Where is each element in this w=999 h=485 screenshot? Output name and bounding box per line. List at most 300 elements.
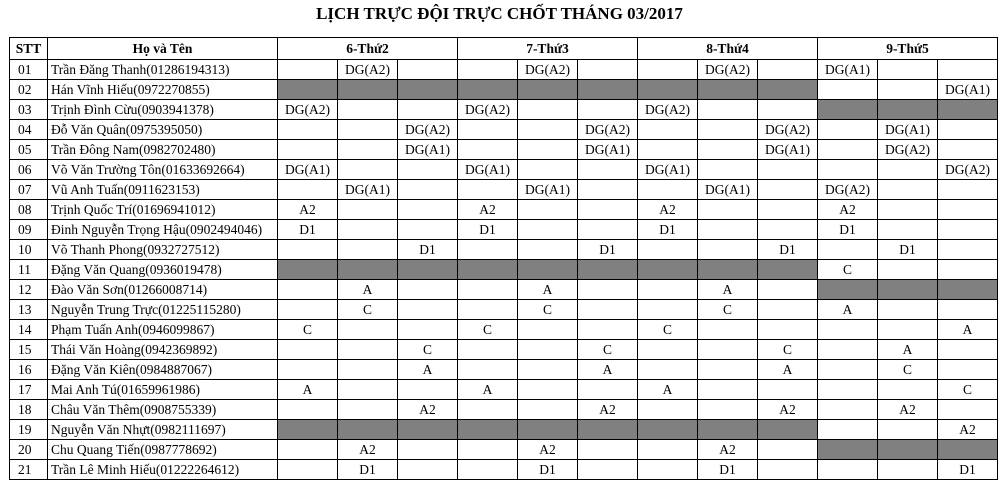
off-duty-cell [578,80,638,100]
shift-cell: DG(A1) [518,180,578,200]
name-cell: Trần Đăng Thanh(01286194313) [48,60,278,80]
shift-cell [458,180,518,200]
shift-cell [518,200,578,220]
day-header: 8-Thứ4 [638,38,818,60]
shift-cell: A [818,300,878,320]
shift-cell [458,280,518,300]
table-row [10,440,998,460]
shift-cell: C [278,320,338,340]
shift-cell: A2 [458,200,518,220]
shift-cell: D1 [638,220,698,240]
shift-cell [398,320,458,340]
stt-cell: 21 [10,460,48,480]
schedule-body [10,60,998,480]
shift-cell: A [878,340,938,360]
shift-cell [698,320,758,340]
table-row [10,140,998,160]
shift-cell [818,160,878,180]
shift-cell [398,60,458,80]
shift-cell [698,400,758,420]
shift-cell [818,460,878,480]
stt-cell: 07 [10,180,48,200]
header-row [10,38,998,60]
shift-cell [638,120,698,140]
shift-cell [818,380,878,400]
shift-cell [818,120,878,140]
table-row [10,220,998,240]
page-title: LỊCH TRỰC ĐỘI TRỰC CHỐT THÁNG 03/2017 [316,4,683,23]
shift-cell: A2 [518,440,578,460]
off-duty-cell [878,100,938,120]
shift-cell: DG(A1) [338,180,398,200]
shift-cell: A [398,360,458,380]
shift-cell: DG(A2) [578,120,638,140]
shift-cell [578,300,638,320]
shift-cell: A2 [878,400,938,420]
shift-cell [758,60,818,80]
shift-cell [578,60,638,80]
shift-cell [878,320,938,340]
shift-cell [818,420,878,440]
shift-cell: C [698,300,758,320]
table-row [10,420,998,440]
shift-cell [878,220,938,240]
shift-cell [878,160,938,180]
shift-cell: C [878,360,938,380]
stt-cell: 06 [10,160,48,180]
shift-cell [278,300,338,320]
shift-cell [278,340,338,360]
shift-cell [698,220,758,240]
table-row [10,120,998,140]
off-duty-cell [278,420,338,440]
table-row [10,180,998,200]
shift-cell [578,440,638,460]
name-header: Họ và Tên [48,38,278,60]
shift-cell: D1 [818,220,878,240]
shift-cell [638,300,698,320]
stt-cell: 17 [10,380,48,400]
day-header: 9-Thứ5 [818,38,998,60]
shift-cell [698,140,758,160]
shift-cell [278,400,338,420]
shift-cell [278,460,338,480]
shift-cell [458,340,518,360]
off-duty-cell [818,100,878,120]
off-duty-cell [398,260,458,280]
shift-cell [878,460,938,480]
shift-cell [938,180,998,200]
shift-cell [398,160,458,180]
shift-cell [518,120,578,140]
shift-cell: A2 [818,200,878,220]
table-row [10,260,998,280]
shift-cell [278,120,338,140]
shift-cell [758,460,818,480]
shift-cell: DG(A2) [698,60,758,80]
shift-cell [938,60,998,80]
stt-header: STT [10,38,48,60]
stt-cell: 02 [10,80,48,100]
shift-cell [518,140,578,160]
table-row [10,240,998,260]
shift-cell: DG(A1) [878,120,938,140]
shift-cell [698,120,758,140]
off-duty-cell [698,420,758,440]
shift-cell [878,80,938,100]
shift-cell [578,380,638,400]
stt-cell: 11 [10,260,48,280]
shift-cell: DG(A1) [578,140,638,160]
off-duty-cell [398,80,458,100]
shift-cell: C [758,340,818,360]
shift-cell: A2 [338,440,398,460]
shift-cell [938,140,998,160]
shift-cell: A2 [278,200,338,220]
shift-cell [458,240,518,260]
shift-cell [938,300,998,320]
stt-cell: 13 [10,300,48,320]
off-duty-cell [398,420,458,440]
shift-cell [758,440,818,460]
stt-cell: 01 [10,60,48,80]
stt-cell: 05 [10,140,48,160]
shift-cell [938,260,998,280]
table-row [10,400,998,420]
shift-cell [338,140,398,160]
table-row [10,320,998,340]
shift-cell: C [818,260,878,280]
shift-cell [638,340,698,360]
shift-cell: A [278,380,338,400]
name-cell: Trịnh Quốc Trí(01696941012) [48,200,278,220]
shift-cell [938,240,998,260]
shift-cell [578,320,638,340]
shift-cell [698,240,758,260]
shift-cell [818,360,878,380]
shift-cell [578,200,638,220]
shift-cell [578,280,638,300]
table-row [10,360,998,380]
shift-cell [818,140,878,160]
shift-cell [578,220,638,240]
shift-cell: A2 [698,440,758,460]
shift-cell: DG(A2) [878,140,938,160]
off-duty-cell [278,260,338,280]
shift-cell: C [458,320,518,340]
shift-cell [338,120,398,140]
duty-schedule-table [9,37,998,480]
shift-cell: DG(A2) [638,100,698,120]
stt-cell: 10 [10,240,48,260]
shift-cell [878,180,938,200]
shift-cell [698,380,758,400]
off-duty-cell [518,260,578,280]
name-cell: Mai Anh Tú(01659961986) [48,380,278,400]
shift-cell [638,360,698,380]
table-row [10,80,998,100]
name-cell: Võ Thanh Phong(0932727512) [48,240,278,260]
name-cell: Trịnh Đình Cừu(0903941378) [48,100,278,120]
shift-cell: D1 [878,240,938,260]
name-cell: Chu Quang Tiến(0987778692) [48,440,278,460]
shift-cell [638,460,698,480]
name-cell: Nguyễn Văn Nhựt(0982111697) [48,420,278,440]
name-cell: Trần Lê Minh Hiếu(01222264612) [48,460,278,480]
shift-cell [638,280,698,300]
off-duty-cell [938,280,998,300]
shift-cell [938,400,998,420]
off-duty-cell [338,420,398,440]
table-row [10,200,998,220]
off-duty-cell [698,260,758,280]
shift-cell [878,380,938,400]
shift-cell: A2 [638,200,698,220]
off-duty-cell [638,420,698,440]
shift-cell [578,180,638,200]
shift-cell: A [518,280,578,300]
shift-cell: A [698,280,758,300]
stt-cell: 09 [10,220,48,240]
shift-cell [698,200,758,220]
shift-cell [338,340,398,360]
shift-cell [398,380,458,400]
stt-cell: 18 [10,400,48,420]
shift-cell [938,340,998,360]
shift-cell [638,440,698,460]
shift-cell [758,280,818,300]
stt-cell: 16 [10,360,48,380]
shift-cell: A2 [398,400,458,420]
shift-cell: A [578,360,638,380]
shift-cell [878,200,938,220]
name-cell: Châu Văn Thêm(0908755339) [48,400,278,420]
shift-cell: D1 [338,460,398,480]
off-duty-cell [638,80,698,100]
shift-cell [818,320,878,340]
shift-cell: C [638,320,698,340]
off-duty-cell [938,440,998,460]
shift-cell: DG(A2) [938,160,998,180]
shift-cell [338,380,398,400]
name-cell: Đào Văn Sơn(01266008714) [48,280,278,300]
shift-cell: C [398,340,458,360]
shift-cell [638,140,698,160]
shift-cell: DG(A1) [938,80,998,100]
shift-cell [338,400,398,420]
name-cell: Đặng Văn Quang(0936019478) [48,260,278,280]
shift-cell [518,160,578,180]
shift-cell [458,400,518,420]
table-row [10,300,998,320]
shift-cell [518,360,578,380]
off-duty-cell [338,80,398,100]
off-duty-cell [458,420,518,440]
off-duty-cell [758,420,818,440]
table-row [10,160,998,180]
name-cell: Thái Văn Hoàng(0942369892) [48,340,278,360]
shift-cell [698,360,758,380]
shift-cell: DG(A2) [398,120,458,140]
shift-cell [458,120,518,140]
shift-cell: C [578,340,638,360]
shift-cell [398,460,458,480]
shift-cell: DG(A1) [458,160,518,180]
off-duty-cell [758,260,818,280]
shift-cell: A [638,380,698,400]
shift-cell: DG(A2) [518,60,578,80]
shift-cell [338,220,398,240]
name-cell: Trần Đông Nam(0982702480) [48,140,278,160]
shift-cell [578,160,638,180]
stt-cell: 14 [10,320,48,340]
shift-cell [938,360,998,380]
shift-cell [458,460,518,480]
shift-cell: D1 [278,220,338,240]
stt-cell: 19 [10,420,48,440]
shift-cell [338,100,398,120]
name-cell: Hán Vĩnh Hiếu(0972270855) [48,80,278,100]
off-duty-cell [818,440,878,460]
off-duty-cell [938,100,998,120]
shift-cell [638,240,698,260]
shift-cell: DG(A1) [638,160,698,180]
shift-cell [878,420,938,440]
shift-cell: DG(A2) [818,180,878,200]
shift-cell [518,340,578,360]
shift-cell: DG(A2) [278,100,338,120]
shift-cell [518,380,578,400]
shift-cell: DG(A1) [398,140,458,160]
shift-cell [578,100,638,120]
shift-cell [758,320,818,340]
shift-cell [278,440,338,460]
shift-cell [758,100,818,120]
shift-cell [278,60,338,80]
shift-cell [878,300,938,320]
name-cell: Đỗ Văn Quân(0975395050) [48,120,278,140]
table-row [10,100,998,120]
shift-cell [518,240,578,260]
shift-cell [458,140,518,160]
off-duty-cell [278,80,338,100]
shift-cell [578,460,638,480]
shift-cell [938,200,998,220]
shift-cell [518,220,578,240]
shift-cell [758,180,818,200]
shift-cell [278,280,338,300]
shift-cell [938,220,998,240]
shift-cell [458,60,518,80]
shift-cell: A [458,380,518,400]
off-duty-cell [698,80,758,100]
shift-cell [698,100,758,120]
shift-cell [458,360,518,380]
shift-cell [518,400,578,420]
table-row [10,60,998,80]
shift-cell [638,60,698,80]
shift-cell [818,240,878,260]
shift-cell [398,440,458,460]
shift-cell [278,360,338,380]
shift-cell [338,320,398,340]
shift-cell: DG(A2) [458,100,518,120]
shift-cell: DG(A1) [758,140,818,160]
shift-cell [758,220,818,240]
shift-cell [338,160,398,180]
shift-cell [398,300,458,320]
name-cell: Đinh Nguyễn Trọng Hậu(0902494046) [48,220,278,240]
name-cell: Nguyễn Trung Trực(01225115280) [48,300,278,320]
shift-cell: C [338,300,398,320]
table-row [10,460,998,480]
shift-cell: DG(A2) [758,120,818,140]
shift-cell: D1 [518,460,578,480]
stt-cell: 15 [10,340,48,360]
shift-cell: A2 [758,400,818,420]
shift-cell [938,120,998,140]
shift-cell [638,400,698,420]
off-duty-cell [878,440,938,460]
name-cell: Phạm Tuấn Anh(0946099867) [48,320,278,340]
shift-cell: D1 [398,240,458,260]
shift-cell [518,100,578,120]
table-row [10,380,998,400]
shift-cell [278,240,338,260]
off-duty-cell [578,420,638,440]
off-duty-cell [338,260,398,280]
stt-cell: 04 [10,120,48,140]
off-duty-cell [518,80,578,100]
shift-cell: A2 [578,400,638,420]
shift-cell [878,260,938,280]
shift-cell: A [758,360,818,380]
shift-cell [278,180,338,200]
shift-cell [458,440,518,460]
shift-cell [338,360,398,380]
shift-cell [758,160,818,180]
shift-cell [698,340,758,360]
shift-cell [818,340,878,360]
shift-cell [638,180,698,200]
shift-cell: A [938,320,998,340]
stt-cell: 12 [10,280,48,300]
shift-cell [758,200,818,220]
stt-cell: 20 [10,440,48,460]
shift-cell [698,160,758,180]
shift-cell [398,100,458,120]
shift-cell: DG(A1) [278,160,338,180]
off-duty-cell [638,260,698,280]
day-header: 6-Thứ2 [278,38,458,60]
shift-cell [458,300,518,320]
off-duty-cell [758,80,818,100]
shift-cell [338,240,398,260]
shift-cell: DG(A1) [698,180,758,200]
shift-cell [338,200,398,220]
name-cell: Vũ Anh Tuấn(0911623153) [48,180,278,200]
shift-cell: D1 [698,460,758,480]
shift-cell [518,320,578,340]
stt-cell: 03 [10,100,48,120]
shift-cell [758,380,818,400]
name-cell: Võ Văn Trường Tôn(01633692664) [48,160,278,180]
shift-cell: C [518,300,578,320]
shift-cell [398,220,458,240]
shift-cell: DG(A2) [338,60,398,80]
shift-cell [878,60,938,80]
shift-cell: D1 [758,240,818,260]
